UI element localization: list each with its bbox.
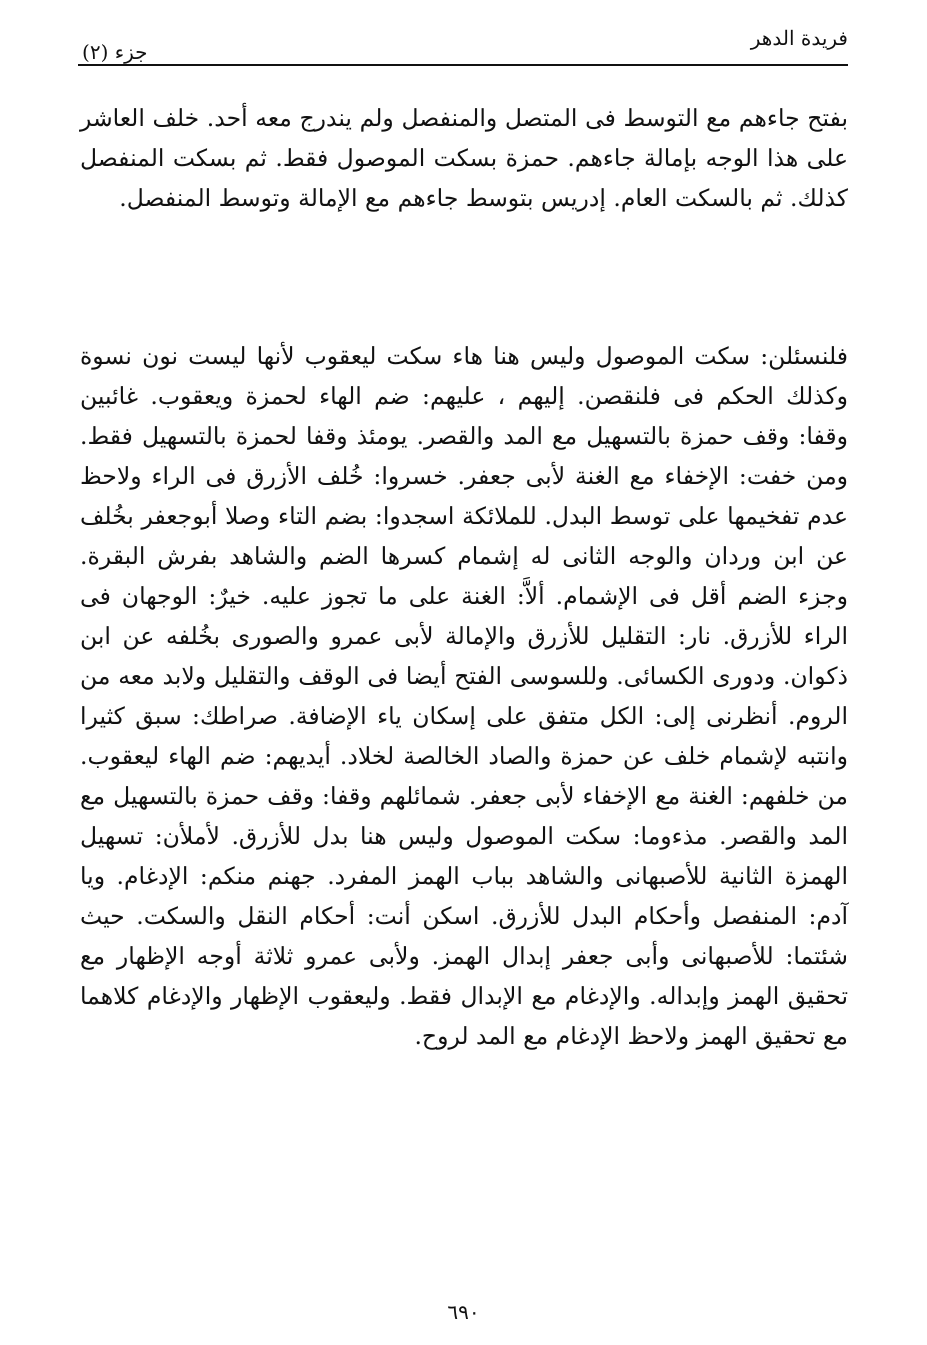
- header-rule: [78, 64, 848, 66]
- running-title: فريدة الدهر: [750, 26, 848, 50]
- page-number: ٦٩٠: [447, 1300, 480, 1324]
- page-header: [78, 20, 848, 70]
- paragraph-block-2: [80, 336, 848, 1056]
- paragraph: بفتح جاءهم مع التوسط فى المتصل والمنفصل ولم يندرج معه أحد. خلف العاشر على هذا الوجه بإمالة جاءهم. حمزة بسكت الموصول فقط. ثم بسكت المنفصل كذلك. ثم بالسكت العام. إدريس بتوسط جاءهم مع الإمالة وتوسط المنفصل.: [80, 104, 848, 212]
- paragraph-block-1: [80, 98, 848, 218]
- paragraph: فلنسئلن: سكت الموصول وليس هنا هاء سكت ليعقوب لأنها ليست نون نسوة وكذلك الحكم فى فلنقصن. إليهم ، عليهم: ضم الهاء لحمزة ويعقوب. غائبين وقفا: وقف حمزة بالتسهيل مع المد والقصر. يومئذ وقفا لحمزة بالتسهيل فقط. ومن خفت: الإخفاء مع الغنة لأبى جعفر. خسروا: خُلف الأزرق فى الراء ولاحظ عدم تفخيمها على توسط البدل. للملائكة اسجدوا: بضم التاء وصلا أبوجعفر بخُلف عن ابن وردان والوجه الثانى له إشمام كسرها الضم والشاهد بفرش البقرة. وجزء الضم أقل فى الإشمام. ألاَّ: الغنة على ما تجوز عليه. خيرٌ: الوجهان فى الراء للأزرق. نار: التقليل للأزرق والإمالة لأبى عمرو والصورى بخُلفه عن ابن ذكوان. ودورى الكسائى. وللسوسى الفتح أيضا فى الوقف والتقليل ولابد معه من الروم. أنظرنى إلى: الكل متفق على إسكان ياء الإضافة. صراطك: سبق كثيرا وانتبه لإشمام خلف عن حمزة والصاد الخالصة لخلاد. أيديهم: ضم الهاء ليعقوب. من خلفهم: الغنة مع الإخفاء لأبى جعفر. شمائلهم وقفا: وقف حمزة بالتسهيل مع المد والقصر. مذءوما: سكت الموصول وليس هنا بدل للأزرق. لأملأن: تسهيل الهمزة الثانية للأصبهانى والشاهد بباب الهمز المفرد. جهنم منكم: الإدغام. ويا آدم: المنفصل وأحكام البدل للأزرق. اسكن أنت: أحكام النقل والسكت. حيث شئتما: للأصبهانى وأبى جعفر إبدال الهمز. ولأبى عمرو ثلاثة أوجه الإظهار مع تحقيق الهمز وإبداله. والإدغام مع الإبدال فقط. وليعقوب الإظهار والإدغام كلاهما مع تحقيق الهمز ولاحظ الإدغام مع المد لروح.: [80, 342, 849, 1050]
- part-label: جزء (٢): [82, 40, 148, 64]
